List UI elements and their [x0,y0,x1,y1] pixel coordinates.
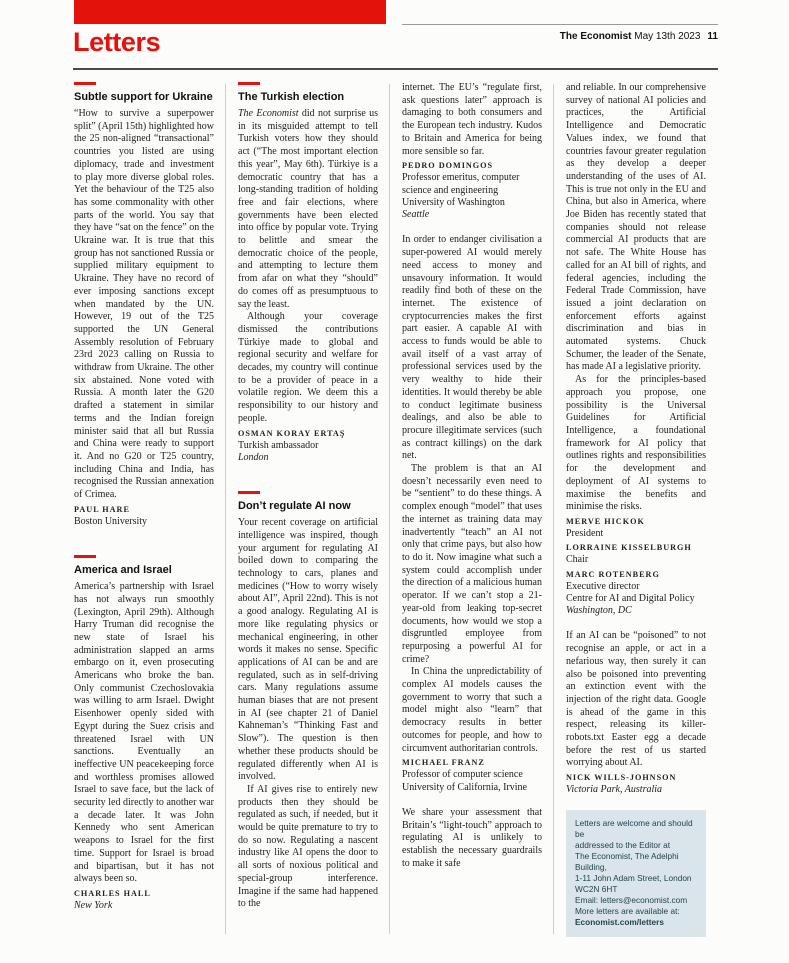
signature-name: MARC ROTENBERG [566,569,660,579]
letters-notice-box [566,810,706,937]
column-divider [553,84,554,934]
signature-role: Chair [566,554,589,566]
signature-name: MERVE HICKOK [566,516,645,526]
red-tick-rule [238,491,260,494]
letter-paragraph: In China the unpredictability of complex AI models causes the government to worry that such a model might also “learn” that democracy results in better outcomes for people, and how to circumvent authoritarian controls. [402,666,542,754]
signature-role: Boston University [74,515,148,527]
notice-line: The Economist, The Adelphi Building, [575,851,679,873]
signature-name: MICHAEL FRANZ [402,758,485,768]
letter-paragraph: The Economist did not surprise us in its misguided attempt to tell Turkish voters how they should act (“The most important election this year”, May 6th). Türkiye is a democratic country that has a long-standing tradition of holding free and fair elections, where governments have been elected into office by popular vote. Trying to belittle and smear the democratic choice of the people, and attempting to lecture them from afar on what they “should” do comes off as presumptuous to say the least. [238,108,379,310]
letter-paragraph: The problem is that an AI doesn’t necessarily even need to be “sentient” to do these things. A complex enough “model” that uses the internet as training data may inadvertently “teach” an AI not only that crime pays, but also how to do it. Now imagine what such a system could accomplish under the direction of a malicious human operator. If we can’t stop a 21-year-old from leaking top-secret documents, how would we stop a disgruntled employee from repurposing a powerful AI for crime? [402,463,542,665]
letter-paragraph: America’s partnership with Israel has not always run smoothly (Lexington, April 29th). Although Harry Truman did recognise the new state of Israel his administration slapped an arms embargo on it, even prosecuting Americans who broke the ban. Only communist Czechoslovakia was willing to arm Israel. Dwight Eisenhower openly sided with Egypt during the Suez crisis and threatened Israel with UN sanctions. Eventually an ineffective UN peacekeeping force and worthless promises allowed Israel to save face, but the lack of security led directly to another war a decade later. It was John Kennedy who sent American weapons to Israel for the first time. Support for Israel is broad and bipartisan, but it has not always been so. [74,581,214,885]
signature-role: President [566,527,604,539]
letter-title: America and Israel [74,564,172,577]
letter-paragraph: “How to survive a superpower split” (April 15th) highlighted how the 25 non-aligned “transactional” countries you listed are using diplomacy, trade and investment to play more diverse global roles. Yet the behaviour of the T25 also has some commonality with other parts of the world. You say that they have “sat on the fence” on the Ukraine war. It is true that this group has not sanctioned Russia or supplied military equipment to Ukraine. They have no record of ever imposing sanctions except when mandated by the UN. However, 19 out of the T25 supported the UN General Assembly resolution of February 23rd 2023 calling on Russia to withdraw from Ukraine. The other six abstained. None voted with Russia. A month later the G20 drafted a statement in similar terms and the Indian foreign minister said that all but Russia and China were ready to support it. And no G20 or T25 country, including China and India, has recognised the Russian annexation of Crimea. [74,108,214,501]
notice-line: 1-11 John Adam Street, London WC2N 6HT [575,873,692,895]
red-tick-rule [238,82,260,85]
letters-url: Economist.com/letters [575,917,664,928]
letter-heading-block [238,82,378,104]
column-divider [225,84,226,934]
red-tick-rule [74,555,96,558]
letter-title: Subtle support for Ukraine [74,91,213,103]
letter-paragraph: and reliable. In our comprehensive survey of national AI policies and practices, the Artificial Intelligence and Democratic Values index, we found that countries favour greater regulation as they develop a deeper understanding of the uses of AI. This is true not only in the EU and China, but also in America, where Joe Biden has recently stated that companies should not release commercial AI products that are not safe. The White House has called for an AI bill of rights, and federal agencies, including the Federal Trade Commission, have issued a joint declaration on enforcement efforts against discrimination and bias in automated systems. Chuck Schumer, the leader of the Senate, has made AI a legislative priority. [566,82,706,373]
signature-place: Victoria Park, Australia [566,784,663,796]
issue-info [402,24,718,42]
brand-name: The Economist [559,31,632,42]
letter-heading-block [74,82,214,104]
signature [238,428,378,465]
letters-columns [74,82,718,950]
signature-name: PEDRO DOMINGOS [402,161,494,171]
notice-line: Letters are welcome and should be [575,818,693,840]
signature-place: New York [74,899,113,911]
signature-place: Seattle [402,209,430,221]
notice-line: Email: letters@economist.com [575,895,688,906]
signature [74,888,214,912]
signature [566,542,706,566]
signature-name: LORRAINE KISSELBURGH [566,543,692,553]
letter-paragraph: internet. The EU’s “regulate first, ask questions later” approach is damaging to both consumers and the European tech industry. Kudos to Britain and America for being more sensible so far. [402,82,542,157]
signature-role: Professor emeritus, computer science and engineering [402,172,520,196]
notice-line: addressed to the Editor at [575,840,671,851]
signature-place: Washington, DC [566,605,632,617]
signature-role: University of California, Irvine [402,781,527,793]
signature-place: London [238,451,269,463]
issue-date: May 13th 2023 [631,31,701,42]
letter-paragraph: If AI gives rise to entirely new products then they should be regulated as such, if needed, but it would be quite premature to try to do so now. Regulating a nascent industry like AI opens the door to all sorts of noxious political and special-group interference. Imagine if the same had happened to the [238,783,378,910]
section-title: Letters [73,27,161,57]
letter-column-3 [402,82,542,870]
letter-paragraph: In order to endanger civilisation a super-powered AI would merely need access to money and unsavoury information. It would readily find both of these on the internet. The existence of cryptocurrencies makes the first part easier. A capable AI with access to funds would be able to avail itself of a vast array of professional services used by the very wealthy to hide their identities. It would thereby be able to conduct legitimate business dealings, and also be able to procure illegitimate services (such as contract killings) on the dark net. [402,234,542,462]
signature-name: OSMAN KORAY ERTAŞ [238,428,346,438]
header-rule [73,68,718,70]
letter-column-2 [238,82,378,911]
letter-paragraph: Although your coverage dismissed the contributions Türkiye made to global and regional security and welfare for decades, my country will continue to be a provider of peace in a volatile region. We deem this a responsibility to our history and people. [238,311,378,424]
signature-role: Centre for AI and Digital Policy [566,592,695,604]
letter-paragraph: We share your assessment that Britain’s “light-touch” approach to regulating AI is unlikely to establish the necessary guardrails to make it safe [402,806,542,869]
letter-column-1 [74,82,214,912]
letter-heading-block [74,555,214,577]
letter-paragraph: If an AI can be “poisoned” to not recognise an apple, or act in a nefarious way, then surely it can also be poisoned into preventing an extinction event with the injection of the right data. Google is ahead of the game in this respect, releasing its killer-robots.txt Easter egg a decade before the rest of us started worrying about AI. [566,630,706,769]
signature-role: Professor of computer science [402,769,523,781]
signature-role: University of Washington [402,196,505,208]
column-divider [389,84,390,934]
red-tick-rule [74,82,96,85]
letter-paragraph: Your recent coverage on artificial intelligence was inspired, though your argument for regulating AI boiled down to comparing the technology to cars, planes and medicines (“How to worry wisely about AI”, April 22nd). This is not a good analogy. Regulating AI is more like regulating physics or mechanical engineering, in other words it makes no sense. Specific applications of AI can be and are regulated, such as in self-driving cars. Many regulations assume human biases that are not present in AI (see chapter 21 of Daniel Kahneman’s “Thinking Fast and Slow”). The question is then whether these products should be regulated differently when AI is involved. [238,517,378,783]
notice-line: More letters are available at: [575,906,680,917]
publication-name: The Economist [238,108,299,119]
signature [402,757,542,794]
signature [566,569,706,618]
letter-column-4 [566,82,706,937]
letter-title: Don’t regulate AI now [238,500,351,513]
signature-role: Turkish ambassador [238,439,319,451]
signature [566,516,706,540]
letter-paragraph: As for the principles-based approach you propose, one possibility is the Universal Guidelines for Artificial Intelligence, a foundational framework for AI policy that outlines rights and responsibilities for the development and deployment of AI systems to maximise the benefits and minimise the risks. [566,374,706,513]
letter-title: The Turkish election [238,91,345,103]
page-number: 11 [707,31,718,42]
letter-heading-block [238,491,378,513]
signature-name: PAUL HARE [74,504,130,514]
signature [566,772,706,796]
signature [74,504,214,528]
red-banner [74,0,386,24]
signature-role: Executive director [566,580,640,592]
signature-name: CHARLES HALL [74,888,151,898]
signature-name: NICK WILLS-JOHNSON [566,773,677,783]
signature [402,160,542,221]
